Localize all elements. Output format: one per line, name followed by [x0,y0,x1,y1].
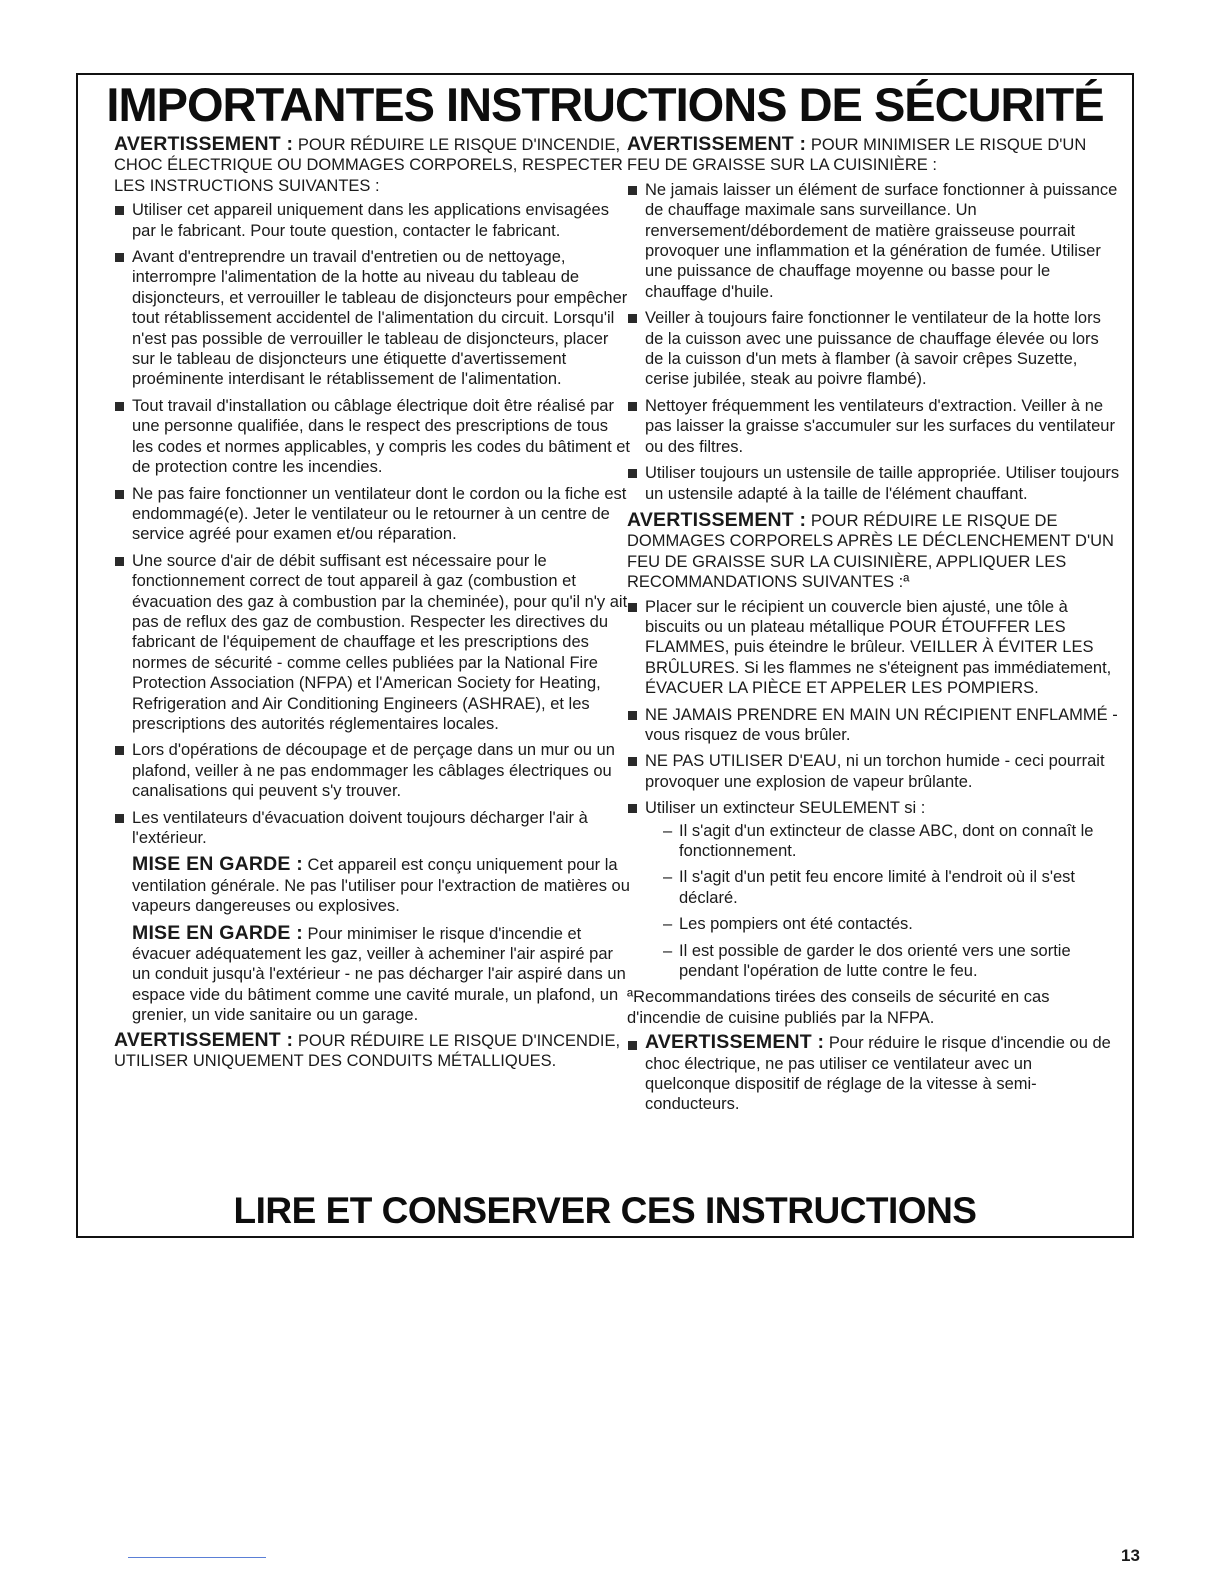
list-item: Lors d'opérations de découpage et de perçage dans un mur ou un plafond, veiller à ne pas endommager les câblages électriques ou canalisations qui peuvent s'y trouver. [114,740,630,801]
list-item: NE PAS UTILISER D'EAU, ni un torchon humide - ceci pourrait provoquer une explosion de vapeur brûlante. [627,751,1121,792]
list-item: Les ventilateurs d'évacuation doivent toujours décharger l'air à l'extérieur. [114,808,630,849]
caution-text: Pour minimiser le risque d'incendie et évacuer adéquatement les gaz, veiller à acheminer l'air aspiré par un conduit jusqu'à l'extérieur - ne pas décharger l'air aspiré dans un espace vide du bâtiment comme une cavité murale, un plafond, un grenier, un vide sanitaire ou un garage. [132,924,626,1025]
warning-text: POUR RÉDUIRE LE RISQUE D'INCENDIE, CHOC ÉLECTRIQUE OU DOMMAGES CORPORELS, RESPECTER LES INSTRUCTIONS SUIVANTES : [114,136,623,195]
warning-text: Pour réduire le risque d'incendie ou de choc électrique, ne pas utiliser ce ventilateur avec un quelconque dispositif de réglage de la vitesse à semi-conducteurs. [645,1034,1111,1114]
caution-label: MISE EN GARDE : [132,853,303,876]
caution-label: MISE EN GARDE : [132,921,303,944]
list-item: Avant d'entreprendre un travail d'entretien ou de nettoyage, interrompre l'alimentation de la hotte au niveau du tableau de disjoncteurs, et verrouiller le tableau de disjoncteurs pour empêcher tout rétablissement accidentel de l'alimentation du circuit. Lorsqu'il n'est pas possible de verrouiller le tableau de disjoncteurs, placer sur le tableau de disjoncteurs une étiquette d'avertissement proéminente interdisant le rétablissement de l'alimentation. [114,247,630,390]
warning-grease-fire [627,134,1121,176]
list-item: Utiliser cet appareil uniquement dans les applications envisagées par le fabricant. Pour toute question, contacter le fabricant. [114,200,630,241]
list-item: Nettoyer fréquemment les ventilateurs d'extraction. Veiller à ne pas laisser la graisse s'accumuler sur les surfaces du ventilateur ou des filtres. [627,396,1121,457]
read-and-save-title: LIRE ET CONSERVER CES INSTRUCTIONS [233,1190,977,1231]
extinguisher-intro: Utiliser un extincteur SEULEMENT si : [645,799,926,818]
warning-label: AVERTISSEMENT : [627,133,807,155]
right-column [627,134,1121,1131]
list-item: Tout travail d'installation ou câblage électrique doit être réalisé par une personne qualifiée, dans le respect des prescriptions de tous les codes et normes applicables, y compris les codes du bâtiment et de protection contre les incendies. [114,396,630,478]
warning-label: AVERTISSEMENT : [114,1028,294,1051]
caution-text: Cet appareil est conçu uniquement pour la ventilation générale. Ne pas l'utiliser pour l'extraction de matières ou vapeurs dangereuses ou explosives. [132,856,630,916]
footnote: ªRecommandations tirées des conseils de sécurité en cas d'incendie de cuisine publiés par la NFPA. [627,988,1050,1027]
warning-metal-ducts [114,1030,630,1072]
left-column [114,134,630,1075]
warning-text: POUR RÉDUIRE LE RISQUE D'INCENDIE, UTILISER UNIQUEMENT DES CONDUITS MÉTALLIQUES. [114,1031,621,1071]
extinguisher-conditions [645,821,1121,982]
sub-list-item: – Les pompiers ont été contactés. [663,914,1121,934]
list-item: Une source d'air de débit suffisant est nécessaire pour le fonctionnement correct de tout appareil à gaz (combustion et évacuation des gaz à combustion par la cheminée), pour qu'il n'y ait pas de reflux des gaz de combustion. Respecter les directives du fabricant de l'équipement de chauffage et les prescriptions des normes de sécurité - comme celles publiées par la National Fire Protection Association (NFPA) et l'American Society for Heating, Refrigeration and Air Conditioning Engineers (ASHRAE), et les prescriptions des autorités réglementaires locales. [114,551,630,735]
safety-instructions-box [76,73,1134,1238]
warning-label: AVERTISSEMENT : [114,133,294,155]
fire-response-bullet-list [627,597,1121,982]
warning-label: AVERTISSEMENT : [645,1031,825,1054]
left-bullet-list [114,200,630,848]
warning-after-grease-fire [627,510,1121,593]
warning-speed-control [627,1032,1121,1115]
page-title: IMPORTANTES INSTRUCTIONS DE SÉCURITÉ [106,78,1104,131]
warning-text: POUR RÉDUIRE LE RISQUE DE DOMMAGES CORPORELS APRÈS LE DÉCLENCHEMENT D'UN FEU DE GRAISSE SUR LA CUISINIÈRE, APPLIQUER LES RECOMMANDATIONS SUIVANTES :ª [627,511,1114,592]
sub-list-item: – Il est possible de garder le dos orienté vers une sortie pendant l'opération de lutte contre le feu. [663,941,1121,982]
grease-fire-bullet-list [627,180,1121,504]
footer-rule [128,1557,266,1558]
warning-text: POUR MINIMISER LE RISQUE D'UN FEU DE GRAISSE SUR LA CUISINIÈRE : [627,136,1087,175]
list-item: NE JAMAIS PRENDRE EN MAIN UN RÉCIPIENT ENFLAMMÉ - vous risquez de vous brûler. [627,705,1121,746]
list-item [627,798,1121,981]
bullet-square-icon [628,1041,637,1050]
page-number: 13 [1121,1546,1140,1565]
list-item: Ne jamais laisser un élément de surface fonctionner à puissance de chauffage maximale sans surveillance. Un renversement/débordement de matière graisseuse pourrait provoquer une inflammation et la génération de fumée. Utiliser une puissance de chauffage moyenne ou basse pour le chauffage d'huile. [627,180,1121,302]
sub-list-item: – Il s'agit d'un petit feu encore limité à l'endroit où il s'est déclaré. [663,867,1121,908]
list-item: Veiller à toujours faire fonctionner le ventilateur de la hotte lors de la cuisson avec une puissance de chauffage élevée ou lors de la cuisson d'un mets à flamber (à savoir crêpes Suzette, cerise jubilée, steak au poivre flambé). [627,308,1121,390]
sub-list-item: – Il s'agit d'un extincteur de classe ABC, dont on connaît le fonctionnement. [663,821,1121,862]
warning-fire-shock [114,134,630,196]
list-item: Utiliser toujours un ustensile de taille appropriée. Utiliser toujours un ustensile adapté à la taille de l'élément chauffant. [627,463,1121,504]
warning-label: AVERTISSEMENT : [627,508,807,531]
caution-exhaust-outside [114,923,630,1026]
list-item: Ne pas faire fonctionner un ventilateur dont le cordon ou la fiche est endommagé(e). Jeter le ventilateur ou le retourner à un centre de service agréé pour examen et/ou réparation. [114,484,630,545]
caution-general-ventilation [114,854,630,916]
list-item: Placer sur le récipient un couvercle bien ajusté, une tôle à biscuits ou un plateau métallique POUR ÉTOUFFER LES FLAMMES, puis éteindre le brûleur. VEILLER À ÉVITER LES BRÛLURES. Si les flammes ne s'éteignent pas immédiatement, ÉVACUER LA PIÈCE ET APPELER LES POMPIERS. [627,597,1121,699]
